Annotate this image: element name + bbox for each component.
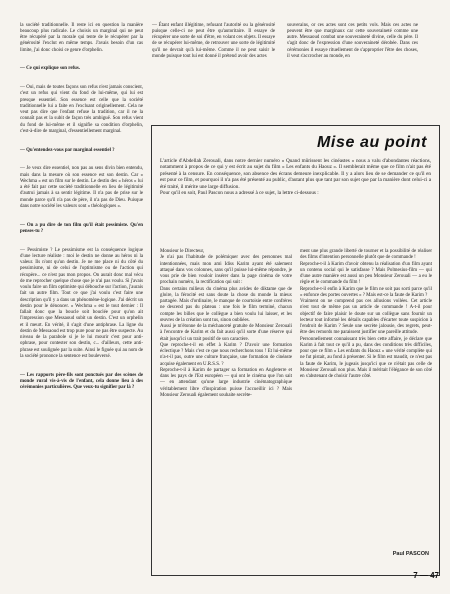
paragraph-intro: la société traditionnelle. Il reste ici en question la manière beaucoup plus radicale. Le choisis un marginal qui ne peut être récupéré par la morale qui tente de le récupérer par la générosité l'exclut en même temps. J'avais besoin d'un cas limite, j'ai donc choisi ce genre d'orphelin. (20, 22, 145, 53)
answer-3: — Pessimiste ? Le pessimisme est la conséquence logique d'une lecture réaliste : moi le destin ne donne au héros ni la valeur. Ils n'ont qu'un destin. Je ne me place ni du côté du pessimisme, ni de celui de l'optimisme ou de l'action qui récupère... ce n'est pas mon propos. On aurait donc mal vécu de me reprocher quelque chose que je n'ai pas voulu. Si j'avais voulu faire un film optimiste qui débouche sur l'action, j'aurais fait un autre film. Tout ce que j'ai voulu c'est faire une description qu'il y a dans un phénomène-logique. J'ai décrit un destin pour le dénoncer. « Wechma » est le tout dernier : Il fallait donc que la boucle soit bouclée pour qu'on ait l'impression que Messaoud subit un destin. C'est un orphelin et il meurt. En vérité, il s'agit d'une antiphrase. La ligne du destin de Messaoud est trop pure pour ne pas être suspecte. Au niveau de la parabole si je le lui mourir c'est pour anti-ophrase, pour contester son destin, c... d'ailleurs, cette anti-phrase est soulignée par la suite. Ainsi le figuée qui au nom de la société prononce la sentence est bouleversé. (20, 247, 145, 359)
column-middle (152, 10, 275, 66)
mise-au-point-box (151, 125, 440, 576)
column-left (20, 10, 143, 398)
page-number: 7 — 47 (413, 571, 439, 580)
question-2: — Qu'entendez-vous par marginal essentiel ? (20, 147, 115, 153)
answer-2: — Je veux dire essentiel, non pas au sens divin bien entendu, mais dans la mesure où son essence est son destin. Car « Wechma » est un film sur le destin. Le destin des « héros » lui a été fait par cette société traditionnelle en lieu de légitimité d'autrui jamais à sa sentir légitime. Il n'a pas de prise sur le monde parce qu'il n'a pas de père, il n'a pas de Dieu. Puisque dans notre société les valeurs sont « théologiques ». (20, 166, 145, 209)
letter-column-right: ment une plus grande liberté de tourner et la possibilité de réaliser des films d'intention personnelle plutôt que de commande ! Reproche-t-il à Karim d'avoir obtenu la réalisation d'un film ayant un contenu social qui le satisfasse ? Mais Polmesius-film — qui d'une autre manière est aussi un peu Monsieur Zerouali — a eu le règle et le commande du film ! Reproche-t-il enfin à Karim que le film ne soit pas sorti parce qu'il « enfonce des portes ouvertes » ? Mais est-ce la faute de Karim ? Vraiment on ne comprend pas ces allusions voilées. Cet article n'est tout de même pas un article de commande ! A-t-il pour objectif de faire plaisir le doute sur un collègue sans fournir un lecteur tout informé les détails capables d'écarter toute suspicion à l'endroit de Karim ? Seule une secrète jalousie, des regrets, peut-être des remords me paraissent justifier une pareille attitude. Personnellement connaissant très bien cette affaire, je déclare que Karim à fait tout ce qu'il a pu, dans des conditions très difficiles, pour que ce film « Les enfants du Haouz » une vérité complète qui ne fut pistait, au fond à présenter. Si le film est maudit, ce n'est pas la faute de Karim, le jugeais jusqu'ici que ce n'était pas celle de Monsieur Zerouali non plus. Mais il méritait l'élégance de son côté en s'abstenant de choisir l'autre côté. (300, 249, 432, 379)
question-3: — On a pu dire de ton film qu'il était pessimiste. Qu'en penses-tu ? (20, 222, 145, 234)
signature: Paul PASCON (392, 551, 429, 557)
answer-4: — Étant enfant illégitime, refusant l'autorité ou la générosité puisque celle-ci ne peut être qu'autoritaire. Il essaye de récupérer une sorte de soi d'être, en volant ces objets. Il essaye de se récupérer lui-même, de retrouver une sorte de légitimité qu'il ne devrait qu'à lui-même. Comme il ne peut saisir le monde puisque tout lui est donné il prétend avoir des actes (152, 22, 277, 59)
question-1: — Ce qui explique son refus. (20, 66, 80, 72)
letter-column-left: Monsieur le Directeur, Je n'ai pas l'habitude de polémiquer avec des personnes mal intentionnées, mais mon ami Idiss Karim ayant été salement attaqué dans vos colonnes, sans qu'il puisse lui-même répondre, je vous prie de bien vouloir insérer dans la page cinéma de votre prochain numéro, la rectification qui suit : Dans certains milieux du cinéma plus avides de diktame que de gloire, la férocité est sans doute la chose du monde la mieux partagée. Mais d'ordinaire, le manque de courtoisie entre confrères ne descend pas du plateau : une fois le film terminé, chacun compte les billes que le collègue a bien voulu lui laisser, et les œuvres de la création sont tus, sinon oubliées. Aussi je m'étonne de la méchanceté gratuite de Monsieur Zerouali à l'encontre de Karim et du fait aussi qu'il sorte d'une réserve qui était jusqu'ici un trait positif de son caractère. Que reproche-t-il en effet à Karim ? D'avoir une formation éclectique ? Mais c'est ce que nous recherchons tous ! Et lui-même n'a-t-il pas, outre une culture française, une formation de cinéaste acquise également en U.R.S.S. ? Reproche-t-il à Karim de partager sa formation en Angleterre et dans les pays de l'Est européen — qui ont le cinéma que l'on sait — en attendant qu'une large industrie cinématographique véritablement libre d'inspiration puisse l'accueillir ici ? Mais Monsieur Zerouali également souhaite secrète- (160, 249, 292, 398)
column-right (287, 10, 418, 66)
box-title: Mise au point (316, 134, 427, 151)
box-intro: L'article d'Abdellah Zerouali, dans notre dernier numéro « Quand mûrissent les cinéastes » nous a valu d'abondantes réactions, notamment à propos de ce qui y est écrit au sujet du film « Les enfants du Haouz ». Il semblerait même que ce film n'ait pas été présenté à la censure. En conséquence, son absence des écrans demeure inexplicable. Il y a alors lieu de se demander ce qu'il en est pour ce film, et pourquoi il n'a pas été présenté au public, d'autant plus que tant par son sujet que par la manière dont celui-ci a été traité, il mérite une large diffusion. Pour qu'il en soit, Paul Pascon nous a adressé à ce sujet, la lettre ci-dessous : (160, 158, 431, 197)
answer-4-continued: souverains, or ces actes sont ces petits vols. Mais ces actes ne peuvent être que marginaux car cette souveraineté comme une autre. Messaoud combat une souveraineté divine, celle du père. Il s'agit donc de l'expression d'une souveraineté dérobée. Dans ces cérémonies il essaye rituellement de s'approprier l'être des choses, il veut s'accrocher au monde, en (287, 22, 420, 59)
answer-1: — Oui, mais de toutes façons son refus n'est jamais conscient, c'est un refus qui vient du fond de lui-même, qui lui est presque essentiel. Son essence est celle que la société traditionnelle lui a faite en l'excluant originellement. Cela ne veut pas dire que l'enfant refuse la tradition, car il ne la connaît pas et la subit de façon très ambiguë. Son refus vient du fond de lui-même et il signifie sa condition d'orphelin, c'est-à-dire de marginal, d'essentiellement marginal. (20, 85, 145, 134)
question-4: — Les rapports père-fils sont ponctués par des scènes de monde rural vis-à-vis de l'enfant, cela donne lieu à des cérémonies particulières. Que veux-tu signifier par là ? (20, 372, 145, 390)
